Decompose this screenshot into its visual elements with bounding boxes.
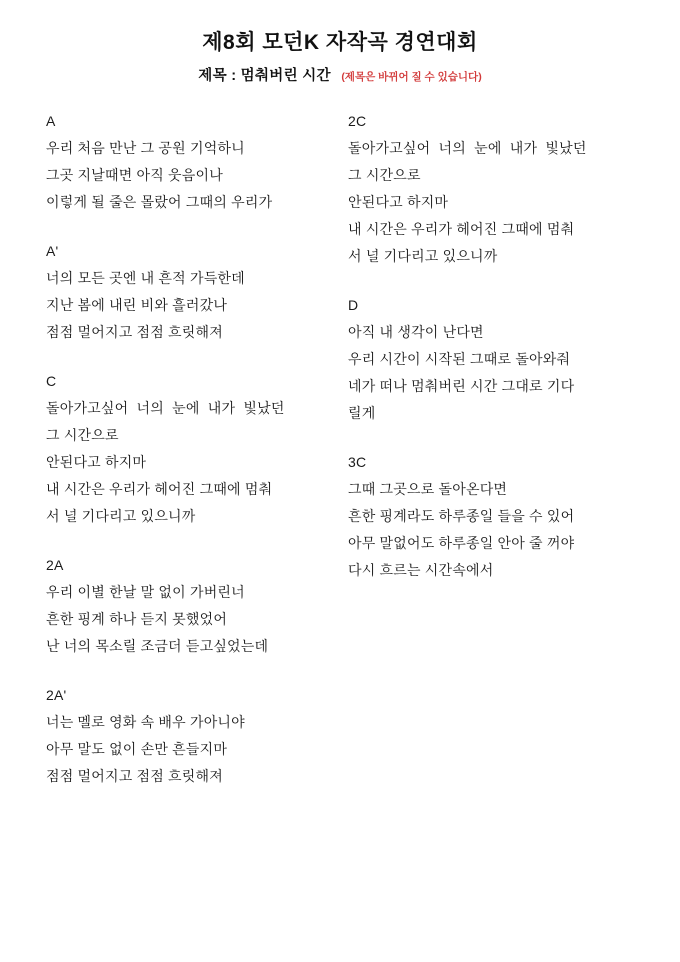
lyrics-line: 점점 멀어지고 점점 흐릿해져 <box>46 768 223 784</box>
lyrics-line: 릴게 <box>348 405 376 421</box>
section-label: C <box>46 373 57 389</box>
lyrics-columns <box>0 108 680 908</box>
lyrics-section <box>46 108 346 216</box>
lyrics-section <box>46 682 346 790</box>
lyrics-line: 흔한 핑계 하나 듣지 못했었어 <box>46 611 228 627</box>
lyrics-section <box>46 368 346 530</box>
lyrics-column-right <box>348 108 648 606</box>
lyrics-line: 서 널 기다리고 있으니까 <box>348 248 498 264</box>
lyrics-line: 다시 흐르는 시간속에서 <box>348 562 494 578</box>
lyrics-line: 그곳 지날때면 아직 웃음이나 <box>46 167 223 183</box>
lyrics-line: 이렇게 될 줄은 몰랐어 그때의 우리가 <box>46 194 273 210</box>
lyrics-line: 돌아가고싶어 너의 눈에 내가 빛났던 <box>348 140 587 156</box>
section-label: A <box>46 113 56 129</box>
song-title-label: 제목 : 멈춰버린 시간 <box>198 68 331 84</box>
lyrics-line: 안된다고 하지마 <box>348 194 449 210</box>
lyrics-line: 난 너의 목소릴 조금더 듣고싶었는데 <box>46 638 269 654</box>
lyrics-line: 돌아가고싶어 너의 눈에 내가 빛났던 <box>46 400 285 416</box>
lyrics-line: 네가 떠나 멈춰버린 시간 그대로 기다 <box>348 378 575 394</box>
lyrics-line: 지난 봄에 내린 비와 흘러갔나 <box>46 297 228 313</box>
lyrics-line: 흔한 핑계라도 하루종일 들을 수 있어 <box>348 508 575 524</box>
title-change-note: (제목은 바뀌어 질 수 있습니다) <box>341 71 482 83</box>
page-title: 제8회 모던K 자작곡 경연대회 <box>202 31 478 54</box>
lyrics-line: 그 시간으로 <box>348 167 421 183</box>
section-label: 2C <box>348 113 367 129</box>
lyrics-line: 내 시간은 우리가 헤어진 그때에 멈춰 <box>46 481 273 497</box>
section-label: 3C <box>348 454 367 470</box>
lyrics-line: 서 널 기다리고 있으니까 <box>46 508 196 524</box>
lyrics-section <box>348 292 648 427</box>
lyrics-section <box>46 238 346 346</box>
lyrics-line: 너는 멜로 영화 속 배우 가아니야 <box>46 714 245 730</box>
lyrics-line: 우리 처음 만난 그 공원 기억하니 <box>46 140 245 156</box>
lyrics-line: 아무 말없어도 하루종일 안아 줄 꺼야 <box>348 535 575 551</box>
lyrics-column-left <box>46 108 346 812</box>
lyrics-line: 아무 말도 없이 손만 흔들지마 <box>46 741 228 757</box>
lyrics-line: 그때 그곳으로 돌아온다면 <box>348 481 508 497</box>
section-label: A' <box>46 243 59 259</box>
lyrics-line: 우리 이별 한날 말 없이 가버린너 <box>46 584 245 600</box>
subtitle-row <box>0 64 680 85</box>
lyrics-section <box>348 449 648 584</box>
lyrics-line: 우리 시간이 시작된 그때로 돌아와줘 <box>348 351 571 367</box>
lyrics-line: 너의 모든 곳엔 내 흔적 가득한데 <box>46 270 245 286</box>
lyrics-line: 안된다고 하지마 <box>46 454 147 470</box>
section-label: 2A' <box>46 687 67 703</box>
lyrics-line: 아직 내 생각이 난다면 <box>348 324 484 340</box>
lyrics-line: 그 시간으로 <box>46 427 119 443</box>
lyrics-line: 내 시간은 우리가 헤어진 그때에 멈춰 <box>348 221 575 237</box>
section-label: D <box>348 297 359 313</box>
lyrics-line: 점점 멀어지고 점점 흐릿해져 <box>46 324 223 340</box>
section-label: 2A <box>46 557 64 573</box>
lyrics-section <box>348 108 648 270</box>
lyrics-section <box>46 552 346 660</box>
